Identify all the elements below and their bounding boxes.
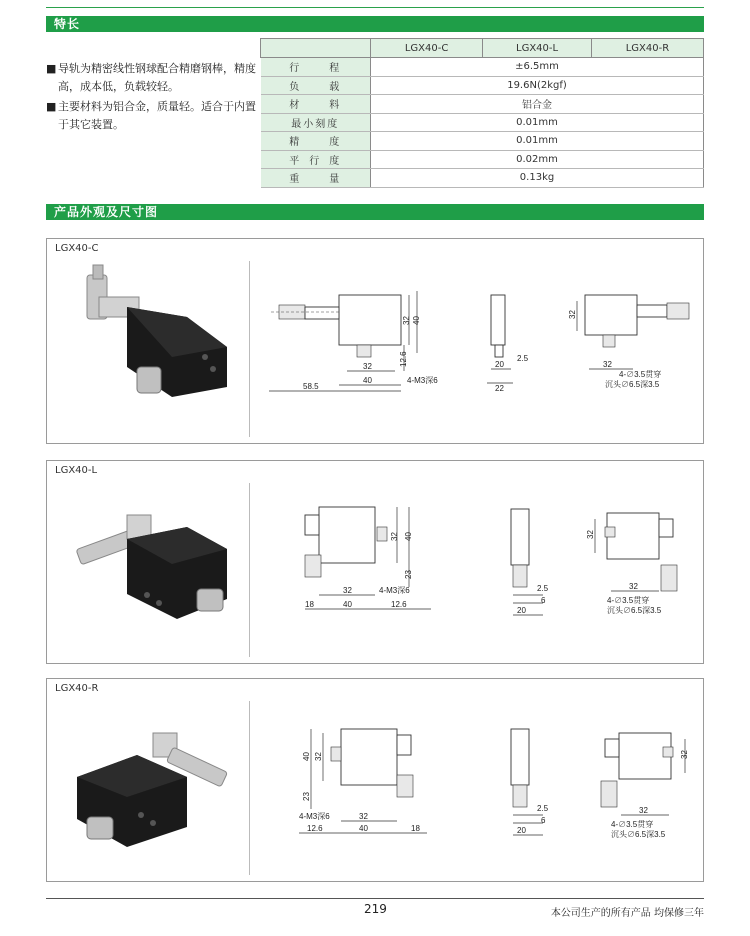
model-name: LGX40-C	[55, 243, 99, 254]
spec-row	[261, 58, 704, 77]
spec-row	[261, 95, 704, 114]
footer-rule	[46, 898, 704, 899]
dim-r-h1: 40	[302, 752, 311, 761]
dim-r-side-c: 20	[517, 826, 526, 835]
dim-c-h1: 32	[402, 316, 411, 325]
bullet-square-icon: ■	[46, 100, 57, 113]
top-rule	[46, 7, 704, 8]
dim-c-side-a: 20	[495, 360, 504, 369]
dimensions-heading: 产品外观及尺寸图	[46, 204, 704, 220]
page-number: 219	[364, 902, 387, 916]
features-heading: 特长	[46, 16, 704, 32]
model-divider	[249, 261, 250, 437]
dim-r-back-w: 32	[639, 806, 648, 815]
dim-l-w4: 12.6	[391, 600, 407, 609]
feature-bullet-1	[46, 60, 256, 96]
product-photo-l	[57, 479, 242, 639]
spec-label: 最小刻度	[261, 113, 371, 132]
dim-c-back-hole2: 沉头∅6.5深3.5	[605, 380, 660, 389]
dim-l-h3: 23	[404, 570, 413, 579]
spec-value: ±6.5mm	[371, 58, 704, 77]
dim-r-w1: 32	[359, 812, 368, 821]
feature-bullet-2	[46, 98, 256, 134]
dimension-drawing-c	[259, 245, 699, 415]
dim-l-h1: 32	[390, 532, 399, 541]
spec-label: 重 量	[261, 169, 371, 188]
feature-text-2: 主要材料为铝合金，质量轻。适合于内置于其它装置。	[58, 100, 256, 131]
spec-value: 0.01mm	[371, 113, 704, 132]
spec-label: 平行度	[261, 150, 371, 169]
spec-row	[261, 113, 704, 132]
dim-l-w2: 40	[343, 600, 352, 609]
dim-c-back-w: 32	[603, 360, 612, 369]
dim-l-back-hole1: 4-∅3.5贯穿	[607, 596, 650, 605]
model-name: LGX40-R	[55, 683, 99, 694]
product-photo-r	[57, 697, 242, 857]
spec-row	[261, 150, 704, 169]
bullet-square-icon: ■	[46, 62, 57, 75]
model-divider	[249, 483, 250, 657]
feature-text-1: 导轨为精密线性钢球配合精磨钢棒，精度高，成本低，负载较轻。	[58, 62, 256, 93]
dimension-drawing-r	[259, 685, 699, 855]
dim-l-w1: 32	[343, 586, 352, 595]
product-photo-c	[57, 257, 242, 417]
dim-l-side-b: 6	[541, 596, 546, 605]
dim-l-side-a: 2.5	[537, 584, 549, 593]
spec-label: 材 料	[261, 95, 371, 114]
spec-value: 0.13kg	[371, 169, 704, 188]
spec-row	[261, 132, 704, 151]
dim-c-side-b: 2.5	[517, 354, 529, 363]
dim-l-h2: 40	[404, 532, 413, 541]
spec-header-row	[261, 39, 704, 58]
dim-l-hole: 4-M3深6	[379, 586, 410, 595]
dim-c-back-hole1: 4-∅3.5贯穿	[619, 370, 662, 379]
dim-r-back-hole2: 沉头∅6.5深3.5	[611, 830, 666, 839]
dim-r-side-b: 6	[541, 816, 546, 825]
dim-c-back-h: 32	[568, 310, 577, 319]
dim-c-w3: 58.5	[303, 382, 319, 391]
dim-l-w3: 18	[305, 600, 314, 609]
model-divider	[249, 701, 250, 875]
spec-value: 铝合金	[371, 95, 704, 114]
dim-c-hole: 4-M3深6	[407, 376, 438, 385]
model-box-r	[46, 678, 704, 882]
dim-r-h3: 23	[302, 792, 311, 801]
spec-label: 负 载	[261, 76, 371, 95]
model-box-l	[46, 460, 704, 664]
dim-c-h3: 12.6	[399, 351, 408, 367]
dim-r-back-h: 32	[680, 750, 689, 759]
spec-row	[261, 169, 704, 188]
dimension-drawing-l	[259, 467, 699, 637]
dim-r-side-a: 2.5	[537, 804, 549, 813]
spec-value: 0.01mm	[371, 132, 704, 151]
spec-header-blank	[261, 39, 371, 58]
spec-label: 精 度	[261, 132, 371, 151]
dim-l-side-c: 20	[517, 606, 526, 615]
spec-table	[260, 38, 704, 188]
features-list	[46, 60, 256, 134]
spec-value: 19.6N(2kgf)	[371, 76, 704, 95]
dim-c-h2: 40	[412, 316, 421, 325]
model-box-c	[46, 238, 704, 444]
dim-l-back-h: 32	[586, 530, 595, 539]
model-name: LGX40-L	[55, 465, 98, 476]
dim-r-h2: 32	[314, 752, 323, 761]
spec-col-r: LGX40-R	[591, 39, 703, 58]
spec-value: 0.02mm	[371, 150, 704, 169]
dim-r-hole: 4-M3深6	[299, 812, 330, 821]
spec-row	[261, 76, 704, 95]
dim-c-w1: 32	[363, 362, 372, 371]
spec-label: 行 程	[261, 58, 371, 77]
dim-r-back-hole1: 4-∅3.5贯穿	[611, 820, 654, 829]
spec-col-l: LGX40-L	[483, 39, 592, 58]
dim-r-w4: 18	[411, 824, 420, 833]
dim-l-back-w: 32	[629, 582, 638, 591]
warranty-note: 本公司生产的所有产品 均保修三年	[550, 908, 704, 919]
dim-l-back-hole2: 沉头∅6.5深3.5	[607, 606, 662, 615]
dim-c-w2: 40	[363, 376, 372, 385]
dim-c-side-c: 22	[495, 384, 504, 393]
spec-col-c: LGX40-C	[371, 39, 483, 58]
dim-r-w3: 12.6	[307, 824, 323, 833]
dim-r-w2: 40	[359, 824, 368, 833]
